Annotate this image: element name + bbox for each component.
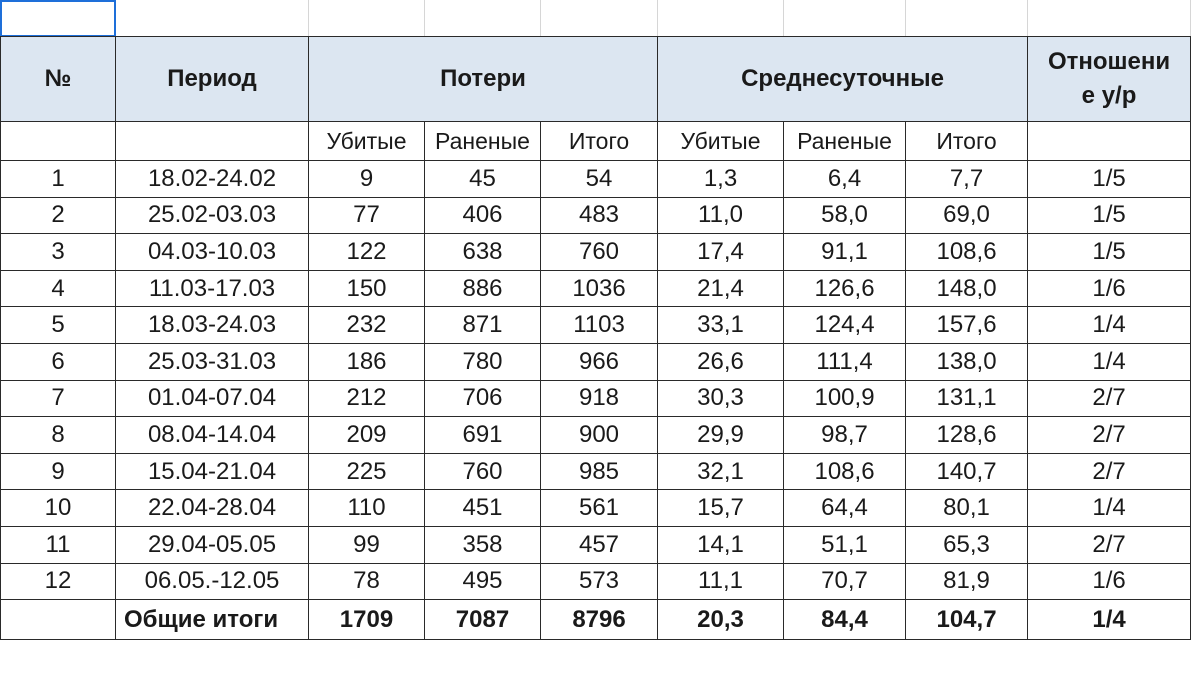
cell-total[interactable]: 760 bbox=[541, 234, 658, 271]
cell-ratio[interactable]: 1/4 bbox=[1028, 307, 1191, 344]
subheader-row bbox=[1, 122, 1191, 161]
cell-daily-wounded[interactable]: 51,1 bbox=[784, 526, 906, 563]
cell-period[interactable]: 04.03-10.03 bbox=[116, 234, 309, 271]
cell-daily-killed[interactable]: 33,1 bbox=[658, 307, 784, 344]
cell-killed[interactable]: 150 bbox=[309, 270, 425, 307]
cell-daily-total[interactable]: 7,7 bbox=[906, 161, 1028, 198]
header-losses[interactable]: Потери bbox=[309, 37, 658, 122]
cell-daily-wounded[interactable]: 124,4 bbox=[784, 307, 906, 344]
totals-ratio[interactable]: 1/4 bbox=[1028, 600, 1191, 640]
cell-killed[interactable]: 186 bbox=[309, 343, 425, 380]
cell-killed[interactable]: 110 bbox=[309, 490, 425, 527]
table-row bbox=[1, 234, 1191, 271]
cell-killed[interactable]: 77 bbox=[309, 197, 425, 234]
header-period[interactable]: Период bbox=[116, 37, 309, 122]
cell-daily-total[interactable]: 148,0 bbox=[906, 270, 1028, 307]
cell-period[interactable]: 25.02-03.03 bbox=[116, 197, 309, 234]
cell-wounded[interactable]: 706 bbox=[425, 380, 541, 417]
cell-total[interactable]: 900 bbox=[541, 417, 658, 454]
cell-period[interactable]: 25.03-31.03 bbox=[116, 343, 309, 380]
cell-ratio[interactable]: 1/4 bbox=[1028, 343, 1191, 380]
cell-ratio[interactable]: 1/6 bbox=[1028, 270, 1191, 307]
table-row bbox=[1, 197, 1191, 234]
cell-num[interactable]: 4 bbox=[1, 270, 116, 307]
cell-total[interactable]: 1103 bbox=[541, 307, 658, 344]
cell-period[interactable]: 06.05.-12.05 bbox=[116, 563, 309, 600]
cell-killed[interactable]: 99 bbox=[309, 526, 425, 563]
totals-wounded[interactable]: 7087 bbox=[425, 600, 541, 640]
cell-wounded[interactable]: 886 bbox=[425, 270, 541, 307]
subheader-empty[interactable] bbox=[1, 122, 116, 161]
cell-daily-killed[interactable]: 29,9 bbox=[658, 417, 784, 454]
totals-killed[interactable]: 1709 bbox=[309, 600, 425, 640]
cell-daily-killed[interactable]: 15,7 bbox=[658, 490, 784, 527]
table-row bbox=[1, 453, 1191, 490]
cell-killed[interactable]: 212 bbox=[309, 380, 425, 417]
header-row bbox=[1, 37, 1191, 122]
cell-total[interactable]: 573 bbox=[541, 563, 658, 600]
cell-daily-total[interactable]: 138,0 bbox=[906, 343, 1028, 380]
cell-total[interactable]: 54 bbox=[541, 161, 658, 198]
totals-total[interactable]: 8796 bbox=[541, 600, 658, 640]
cell-wounded[interactable]: 45 bbox=[425, 161, 541, 198]
cell-total[interactable]: 1036 bbox=[541, 270, 658, 307]
subheader-killed[interactable]: Убитые bbox=[309, 122, 425, 161]
cell-period[interactable]: 11.03-17.03 bbox=[116, 270, 309, 307]
cell-daily-total[interactable]: 69,0 bbox=[906, 197, 1028, 234]
cell-num[interactable]: 7 bbox=[1, 380, 116, 417]
totals-daily-killed[interactable]: 20,3 bbox=[658, 600, 784, 640]
cell-daily-killed[interactable]: 30,3 bbox=[658, 380, 784, 417]
cell-wounded[interactable]: 495 bbox=[425, 563, 541, 600]
cell-num[interactable]: 9 bbox=[1, 453, 116, 490]
cell-daily-killed[interactable]: 1,3 bbox=[658, 161, 784, 198]
cell-num[interactable]: 12 bbox=[1, 563, 116, 600]
cell-daily-killed[interactable]: 11,1 bbox=[658, 563, 784, 600]
cell-daily-total[interactable]: 157,6 bbox=[906, 307, 1028, 344]
cell-total[interactable]: 918 bbox=[541, 380, 658, 417]
cell-ratio[interactable]: 2/7 bbox=[1028, 417, 1191, 454]
totals-row bbox=[1, 600, 1191, 640]
table-row bbox=[1, 563, 1191, 600]
cell-num[interactable]: 3 bbox=[1, 234, 116, 271]
subheader-daily-wounded[interactable]: Раненые bbox=[784, 122, 906, 161]
table-row bbox=[1, 417, 1191, 454]
cell-killed[interactable]: 209 bbox=[309, 417, 425, 454]
cell-ratio[interactable]: 1/5 bbox=[1028, 234, 1191, 271]
header-ratio-line1: Отношени bbox=[1047, 48, 1171, 75]
totals-daily-wounded[interactable]: 84,4 bbox=[784, 600, 906, 640]
header-daily-average[interactable]: Среднесуточные bbox=[658, 37, 1028, 122]
cell-period[interactable]: 22.04-28.04 bbox=[116, 490, 309, 527]
cell-period[interactable]: 18.02-24.02 bbox=[116, 161, 309, 198]
cell-daily-wounded[interactable]: 58,0 bbox=[784, 197, 906, 234]
cell-total[interactable]: 561 bbox=[541, 490, 658, 527]
cell-total[interactable]: 985 bbox=[541, 453, 658, 490]
cell-ratio[interactable]: 1/6 bbox=[1028, 563, 1191, 600]
cell-daily-wounded[interactable]: 70,7 bbox=[784, 563, 906, 600]
cell-wounded[interactable]: 358 bbox=[425, 526, 541, 563]
cell-ratio[interactable]: 2/7 bbox=[1028, 380, 1191, 417]
cell-ratio[interactable]: 2/7 bbox=[1028, 526, 1191, 563]
subheader-daily-killed[interactable]: Убитые bbox=[658, 122, 784, 161]
cell-daily-total[interactable]: 128,6 bbox=[906, 417, 1028, 454]
cell-daily-total[interactable]: 131,1 bbox=[906, 380, 1028, 417]
cell-period[interactable]: 08.04-14.04 bbox=[116, 417, 309, 454]
cell-num[interactable]: 1 bbox=[1, 161, 116, 198]
header-num[interactable]: № bbox=[1, 37, 116, 122]
cell-period[interactable]: 29.04-05.05 bbox=[116, 526, 309, 563]
cell-daily-wounded[interactable]: 64,4 bbox=[784, 490, 906, 527]
cell-wounded[interactable]: 760 bbox=[425, 453, 541, 490]
cell-daily-wounded[interactable]: 126,6 bbox=[784, 270, 906, 307]
table-row bbox=[1, 161, 1191, 198]
cell-period[interactable]: 15.04-21.04 bbox=[116, 453, 309, 490]
cell-num[interactable]: 2 bbox=[1, 197, 116, 234]
cell-wounded[interactable]: 451 bbox=[425, 490, 541, 527]
cell-wounded[interactable]: 780 bbox=[425, 343, 541, 380]
cell-daily-total[interactable]: 80,1 bbox=[906, 490, 1028, 527]
cell-wounded[interactable]: 638 bbox=[425, 234, 541, 271]
cell-daily-wounded[interactable]: 111,4 bbox=[784, 343, 906, 380]
cell-daily-wounded[interactable]: 6,4 bbox=[784, 161, 906, 198]
cell-killed[interactable]: 78 bbox=[309, 563, 425, 600]
cell-num[interactable]: 5 bbox=[1, 307, 116, 344]
cell-daily-total[interactable]: 108,6 bbox=[906, 234, 1028, 271]
cell-ratio[interactable]: 1/4 bbox=[1028, 490, 1191, 527]
table-row bbox=[1, 307, 1191, 344]
cell-daily-killed[interactable]: 17,4 bbox=[658, 234, 784, 271]
subheader-daily-total[interactable]: Итого bbox=[906, 122, 1028, 161]
active-cell-selection[interactable] bbox=[0, 0, 116, 37]
cell-daily-killed[interactable]: 11,0 bbox=[658, 197, 784, 234]
table-row bbox=[1, 270, 1191, 307]
table-row bbox=[1, 380, 1191, 417]
data-table bbox=[0, 36, 1191, 640]
cell-ratio[interactable]: 1/5 bbox=[1028, 197, 1191, 234]
cell-killed[interactable]: 225 bbox=[309, 453, 425, 490]
cell-killed[interactable]: 232 bbox=[309, 307, 425, 344]
cell-num[interactable]: 6 bbox=[1, 343, 116, 380]
subheader-wounded[interactable]: Раненые bbox=[425, 122, 541, 161]
cell-wounded[interactable]: 871 bbox=[425, 307, 541, 344]
cell-killed[interactable]: 122 bbox=[309, 234, 425, 271]
cell-ratio[interactable]: 1/5 bbox=[1028, 161, 1191, 198]
cell-daily-killed[interactable]: 32,1 bbox=[658, 453, 784, 490]
subheader-total[interactable]: Итого bbox=[541, 122, 658, 161]
cell-num[interactable]: 11 bbox=[1, 526, 116, 563]
cell-daily-killed[interactable]: 26,6 bbox=[658, 343, 784, 380]
cell-ratio[interactable]: 2/7 bbox=[1028, 453, 1191, 490]
cell-period[interactable]: 01.04-07.04 bbox=[116, 380, 309, 417]
cell-wounded[interactable]: 406 bbox=[425, 197, 541, 234]
cell-daily-wounded[interactable]: 108,6 bbox=[784, 453, 906, 490]
cell-daily-wounded[interactable]: 91,1 bbox=[784, 234, 906, 271]
header-ratio-line2: е у/р bbox=[1081, 82, 1137, 109]
cell-daily-total[interactable]: 65,3 bbox=[906, 526, 1028, 563]
cell-wounded[interactable]: 691 bbox=[425, 417, 541, 454]
cell-num[interactable]: 10 bbox=[1, 490, 116, 527]
cell-total[interactable]: 966 bbox=[541, 343, 658, 380]
cell-killed[interactable]: 9 bbox=[309, 161, 425, 198]
table-row bbox=[1, 490, 1191, 527]
cell-daily-total[interactable]: 81,9 bbox=[906, 563, 1028, 600]
header-ratio[interactable] bbox=[1028, 37, 1191, 122]
cell-daily-wounded[interactable]: 100,9 bbox=[784, 380, 906, 417]
cell-daily-killed[interactable]: 21,4 bbox=[658, 270, 784, 307]
cell-total[interactable]: 457 bbox=[541, 526, 658, 563]
totals-empty-cell[interactable] bbox=[1, 600, 116, 640]
cell-daily-killed[interactable]: 14,1 bbox=[658, 526, 784, 563]
table-row bbox=[1, 343, 1191, 380]
cell-daily-total[interactable]: 140,7 bbox=[906, 453, 1028, 490]
totals-label[interactable]: Общие итоги bbox=[116, 600, 309, 640]
sheet-bottom-gridlines bbox=[0, 660, 1200, 684]
cell-daily-wounded[interactable]: 98,7 bbox=[784, 417, 906, 454]
subheader-empty[interactable] bbox=[116, 122, 309, 161]
subheader-empty[interactable] bbox=[1028, 122, 1191, 161]
table-row bbox=[1, 526, 1191, 563]
cell-num[interactable]: 8 bbox=[1, 417, 116, 454]
cell-total[interactable]: 483 bbox=[541, 197, 658, 234]
cell-period[interactable]: 18.03-24.03 bbox=[116, 307, 309, 344]
totals-daily-total[interactable]: 104,7 bbox=[906, 600, 1028, 640]
